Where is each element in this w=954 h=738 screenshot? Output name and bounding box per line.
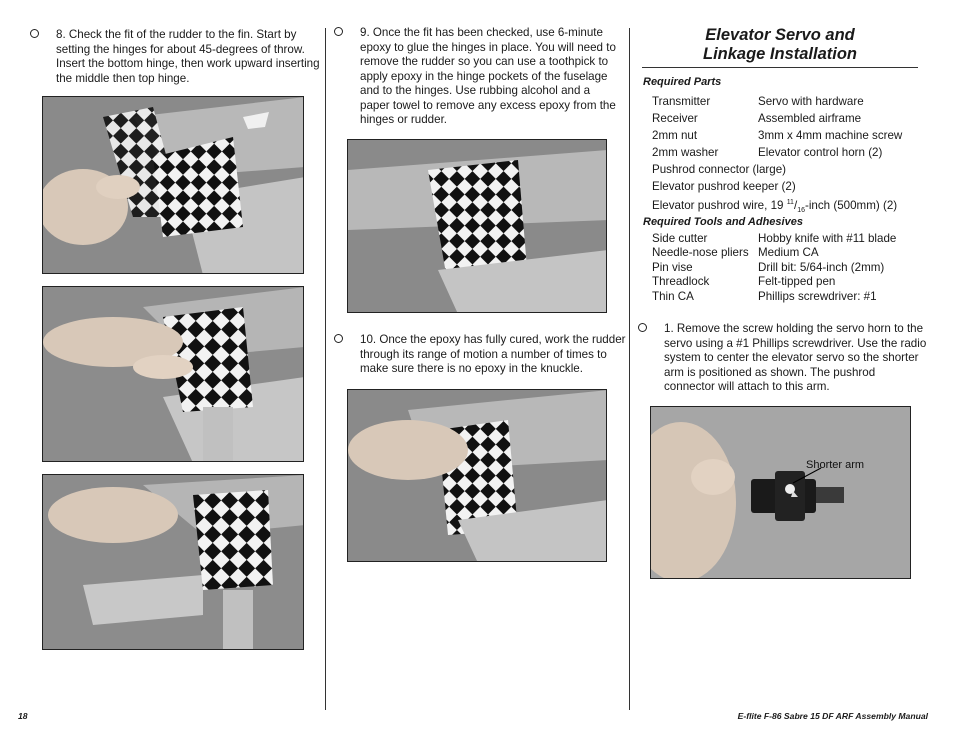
part-left: Transmitter [652,95,711,108]
tool-left: Needle-nose pliers [652,246,749,259]
column-divider-2 [629,28,630,710]
part-row: Elevator pushrod keeper (2) [652,180,796,193]
tool-left: Pin vise [652,261,693,274]
photo-rudder-fit-1 [42,96,304,274]
checkbox-bullet-icon[interactable] [334,334,343,343]
required-tools-title: Required Tools and Adhesives [643,216,803,228]
photo-rudder-fit-3 [42,474,304,650]
photo-servo-shorter-arm [650,406,911,579]
step-1-text: 1. Remove the screw holding the servo horn to the servo using a #1 Phillips screwdriver. Use the radio system to center the elevator servo so the shorter arm is positioned as shown. The pushrod connector will attach to this arm. [664,322,927,393]
photo-rudder-fit-2 [42,286,304,462]
step-9-text: 9. Once the fit has been checked, use 6-minute epoxy to glue the hinges in place. You will need to remove the rudder so you can use a toothpick to apply epoxy in the hinge pockets of the fuselage and to the hinges. Use rubbing alcohol and a paper towel to remove any excess epoxy from the hinges or rudder. [360,26,616,126]
checkbox-bullet-icon[interactable] [638,323,647,332]
tool-right: Felt-tipped pen [758,275,836,288]
part-row [758,95,864,109]
part-right: Servo with hardware [758,95,864,108]
part-row-pushrod-wire: Elevator pushrod wire, 19 $^{11}/_{16}$-inch (500mm) (2) [652,198,898,215]
step-10-text: 10. Once the epoxy has fully cured, work the rudder through its range of motion a number of times to make sure there is no epoxy in the knuckle. [360,333,626,375]
tool-left: Thin CA [652,290,694,303]
section-heading [642,26,918,64]
rudder-fit-photo-2-image [43,287,304,462]
part-right: 3mm x 4mm machine screw [758,129,903,142]
tool-right: Phillips screwdriver: #1 [758,290,877,303]
column-divider-1 [325,28,326,710]
heading-line-1: Elevator Servo and [705,26,855,44]
step-8-text: 8. Check the fit of the rudder to the fin. Start by setting the hinges for about 45-degrees of throw. Insert the bottom hinge, then work upward inserting the middle then top hinge. [56,28,320,85]
page-number: 18 [18,711,28,721]
pushrod-wire-numerator: 11 [786,199,794,206]
epoxy-hinges-photo-image [348,140,607,313]
part-left: 2mm nut [652,129,698,142]
part-row [652,95,710,109]
checkbox-bullet-icon[interactable] [334,27,343,36]
pushrod-wire-prefix: Elevator pushrod wire, 19 [652,198,787,212]
heading-rule [642,67,918,68]
tool-right: Drill bit: 5/64-inch (2mm) [758,261,885,274]
tool-right: Medium CA [758,246,819,259]
tool-left: Side cutter [652,232,708,245]
part-row [652,112,698,126]
pushrod-wire-denominator: 16 [797,207,805,215]
rudder-fit-photo-1-image [43,97,304,274]
part-right: Elevator control horn (2) [758,146,883,159]
servo-photo-image [651,407,911,579]
part-row [652,146,718,160]
manual-title: E-flite F-86 Sabre 15 DF ARF Assembly Manual [737,711,928,721]
part-right: Assembled airframe [758,112,862,125]
part-row [758,129,902,143]
photo-rudder-range [347,389,607,562]
required-parts-title: Required Parts [643,76,722,88]
part-row [758,112,861,126]
tool-right: Hobby knife with #11 blade [758,232,897,245]
rudder-fit-photo-3-image [43,475,304,650]
photo-epoxy-hinges [347,139,607,313]
part-row: Pushrod connector (large) [652,163,787,176]
shorter-arm-label: Shorter arm [806,459,865,471]
part-row [652,129,697,143]
part-row [758,146,882,160]
tool-left: Threadlock [652,275,710,288]
checkbox-bullet-icon[interactable] [30,29,39,38]
part-left: 2mm washer [652,146,719,159]
heading-line-2: Linkage Installation [702,45,858,63]
pushrod-wire-suffix: -inch (500mm) (2) [805,198,898,212]
part-left: Receiver [652,112,698,125]
rudder-range-photo-image [348,390,607,562]
